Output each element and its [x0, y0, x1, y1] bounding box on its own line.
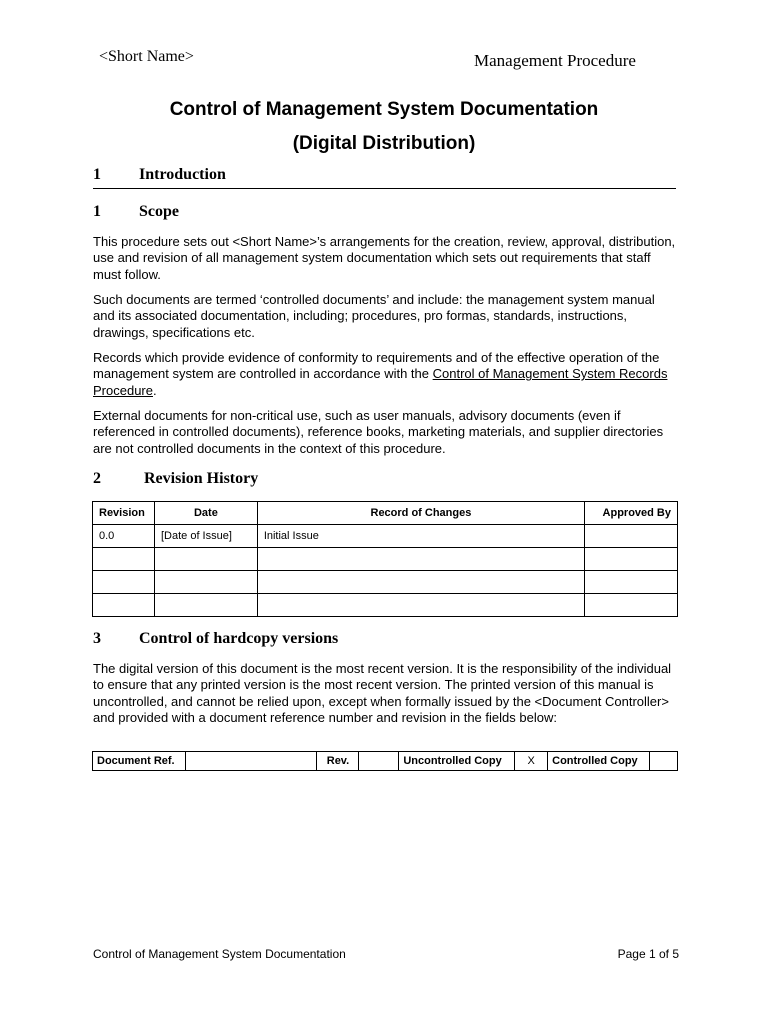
heading-number: 1	[93, 203, 101, 220]
uncontrolled-copy-label: Uncontrolled Copy	[399, 752, 515, 771]
table-cell	[93, 594, 155, 617]
heading-text: Scope	[139, 203, 179, 220]
heading-hardcopy-control	[93, 630, 676, 652]
controlled-copy-label: Controlled Copy	[548, 752, 650, 771]
scope-paragraph-3	[93, 350, 678, 399]
heading-number: 1	[93, 166, 101, 183]
hardcopy-paragraph: The digital version of this document is the most recent version. It is the responsibility of the individual to ensure that any printed version is the most recent version. The printed version of this manual is uncontrolled, and cannot be relied upon, except when formally issued by the <Document Controller> and provided with a document reference number and revision in the fields below:	[93, 661, 672, 725]
table-row	[93, 594, 678, 617]
table-cell	[93, 571, 155, 594]
document-ref-label: Document Ref.	[93, 752, 186, 771]
heading-text: Introduction	[139, 166, 226, 183]
table-cell	[93, 548, 155, 571]
table-cell	[585, 571, 678, 594]
document-subtitle: (Digital Distribution)	[292, 133, 476, 154]
copy-control-table	[92, 751, 678, 771]
header-doc-type: Management Procedure	[474, 51, 636, 70]
table-cell	[257, 594, 584, 617]
document-ref-field[interactable]	[185, 752, 317, 771]
revision-field[interactable]	[359, 752, 399, 771]
table-cell	[154, 571, 257, 594]
heading-number: 2	[93, 470, 101, 487]
footer-page-number: Page 1 of 5	[617, 947, 679, 961]
column-header-approved-by: Approved By	[585, 502, 678, 525]
scope-paragraph-1: This procedure sets out <Short Name>’s arrangements for the creation, review, approval, distribution, use and revision of all management system documentation which sets out requirements that staff must follow.	[93, 234, 676, 282]
header-short-name: <Short Name>	[99, 48, 194, 65]
table-cell: [Date of Issue]	[154, 525, 257, 548]
table-cell	[257, 548, 584, 571]
table-cell	[585, 548, 678, 571]
table-cell	[585, 525, 678, 548]
heading-introduction	[93, 166, 676, 189]
document-title: Control of Management System Documentation	[169, 99, 599, 120]
footer-document-title: Control of Management System Documentation	[93, 947, 346, 961]
table-row	[93, 752, 678, 771]
uncontrolled-copy-checkbox[interactable]: X	[515, 752, 548, 771]
scope-paragraph-3-text: Records which provide evidence of conformity to requirements and of the effective operation of the management system are controlled in accordance with the	[93, 350, 660, 382]
scope-paragraph-4: External documents for non-critical use, such as user manuals, advisory documents (even if referenced in controlled documents), reference books, marketing materials, and supplier directories are not controlled documents in the context of this procedure.	[93, 408, 664, 456]
table-row	[93, 571, 678, 594]
table-cell	[257, 571, 584, 594]
table-cell	[585, 594, 678, 617]
heading-revision-history	[93, 470, 676, 492]
table-row	[93, 548, 678, 571]
scope-paragraph-2: Such documents are termed ‘controlled documents’ and include: the management system manual and its associated documentation, including; procedures, pro formas, standards, instructions, drawings, specifications etc.	[93, 292, 655, 340]
heading-text: Revision History	[144, 470, 259, 487]
column-header-revision: Revision	[93, 502, 155, 525]
table-cell	[154, 594, 257, 617]
heading-number: 3	[93, 630, 101, 647]
heading-text: Control of hardcopy versions	[139, 630, 339, 647]
table-cell: 0.0	[93, 525, 155, 548]
table-cell: Initial Issue	[257, 525, 584, 548]
table-row	[93, 525, 678, 548]
records-procedure-link[interactable]: Control of Management System Records Procedure	[93, 366, 668, 398]
revision-history-table	[92, 501, 678, 617]
controlled-copy-checkbox[interactable]	[650, 752, 678, 771]
table-header-row	[93, 502, 678, 525]
column-header-date: Date	[154, 502, 257, 525]
table-cell	[154, 548, 257, 571]
heading-scope	[93, 203, 676, 225]
scope-paragraph-3-end: .	[152, 382, 157, 398]
revision-label: Rev.	[317, 752, 359, 771]
column-header-record-of-changes: Record of Changes	[257, 502, 584, 525]
